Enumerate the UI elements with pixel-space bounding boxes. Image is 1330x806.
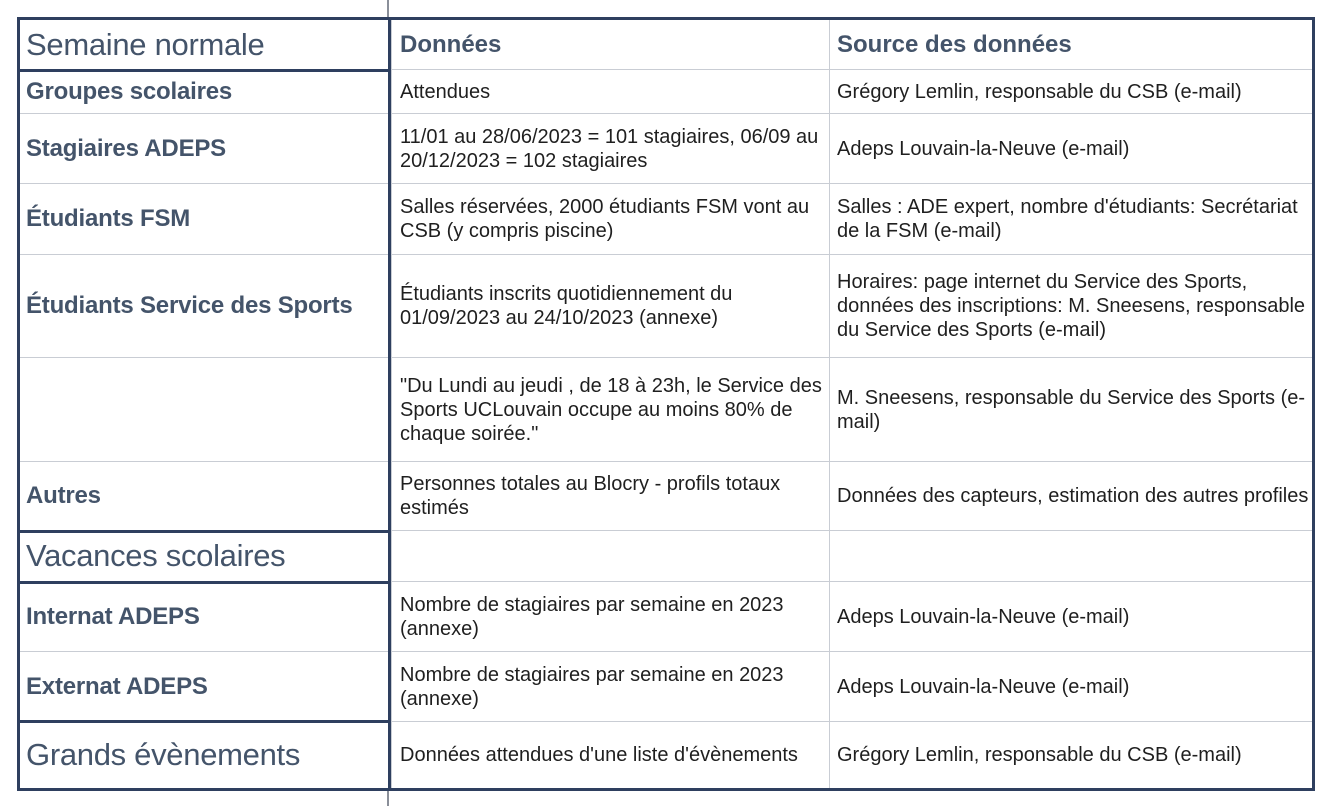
section-title-grands-evenements: Grands évènements [26, 737, 301, 772]
section-cell [20, 531, 388, 581]
category-cell [20, 255, 388, 357]
source-text: M. Sneesens, responsable du Service des Sports (e-mail) [837, 386, 1306, 433]
data-cell [391, 184, 829, 254]
source-cell [829, 722, 1315, 788]
source-cell [829, 531, 1315, 581]
source-text: Données des capteurs, estimation des autres profiles [837, 485, 1309, 507]
section-divider [20, 581, 391, 584]
category-cell [20, 652, 388, 721]
section-title-vacances-scolaires: Vacances scolaires [26, 538, 286, 573]
category-cell [20, 462, 388, 530]
source-text: Adeps Louvain-la-Neuve (e-mail) [837, 675, 1130, 698]
data-text: 11/01 au 28/06/2023 = 101 stagiaires, 06/09 au 20/12/2023 = 102 stagiaires [400, 125, 819, 172]
category-label: Autres [26, 482, 101, 509]
header-section-cell [20, 20, 388, 69]
source-cell [829, 114, 1315, 183]
header-data-cell [391, 20, 829, 69]
section-cell [20, 722, 388, 788]
data-cell [391, 722, 829, 788]
data-text: Nombre de stagiaires par semaine en 2023 (annexe) [400, 593, 784, 640]
source-cell [829, 184, 1315, 254]
source-text: Horaires: page internet du Service des Sports, données des inscriptions: M. Sneesens, responsable du Service des Sports (e-mail) [837, 271, 1306, 341]
category-label: Groupes scolaires [26, 77, 233, 105]
column-header-source: Source des données [837, 30, 1072, 58]
table-row [20, 255, 1312, 358]
data-cell [391, 255, 829, 357]
source-cell [829, 462, 1315, 530]
data-text: Données attendues d'une liste d'évènements [400, 744, 798, 766]
source-text: Salles : ADE expert, nombre d'étudiants: Secrétariat de la FSM (e-mail) [837, 196, 1298, 242]
column-header-donnees: Données [400, 30, 502, 58]
category-cell [20, 582, 388, 651]
data-cell [391, 462, 829, 530]
data-cell [391, 358, 829, 461]
data-cell [391, 114, 829, 183]
table-row [20, 531, 1312, 582]
section-divider [20, 720, 391, 723]
category-label: Étudiants FSM [26, 205, 191, 232]
data-cell [391, 652, 829, 721]
category-label: Étudiants Service des Sports [26, 292, 353, 319]
source-cell [829, 70, 1315, 113]
category-label: Stagiaires ADEPS [26, 134, 226, 162]
data-cell [391, 531, 829, 581]
data-text: "Du Lundi au jeudi , de 18 à 23h, le Service des Sports UCLouvain occupe au moins 80% de chaque soirée." [400, 374, 822, 445]
table-row [20, 652, 1312, 722]
category-label: Externat ADEPS [26, 672, 208, 700]
data-text: Attendues [400, 80, 491, 103]
category-cell [20, 70, 388, 113]
source-text: Adeps Louvain-la-Neuve (e-mail) [837, 605, 1130, 628]
table-row [20, 114, 1312, 184]
data-cell [391, 582, 829, 651]
table-row [20, 722, 1312, 788]
table-row [20, 70, 1312, 114]
section-divider [20, 69, 391, 72]
category-cell [20, 184, 388, 254]
section-divider [20, 530, 391, 533]
table-row [20, 358, 1312, 462]
header-source-cell [829, 20, 1315, 69]
category-label: Internat ADEPS [26, 602, 200, 630]
data-cell [391, 70, 829, 113]
table-row [20, 184, 1312, 255]
category-cell [20, 114, 388, 183]
source-text: Grégory Lemlin, responsable du CSB (e-mail) [837, 744, 1242, 766]
source-cell [829, 582, 1315, 651]
table-row [20, 462, 1312, 531]
source-cell [829, 255, 1315, 357]
section-title-semaine-normale: Semaine normale [26, 26, 265, 62]
data-text: Étudiants inscrits quotidiennement du 01/09/2023 au 24/10/2023 (annexe) [400, 283, 733, 329]
source-cell [829, 358, 1315, 461]
table-row [20, 582, 1312, 652]
data-sources-table [17, 17, 1315, 791]
source-text: Adeps Louvain-la-Neuve (e-mail) [837, 137, 1130, 160]
category-cell [20, 358, 388, 461]
table-header-row [20, 20, 1312, 70]
data-text: Salles réservées, 2000 étudiants FSM vont au CSB (y compris piscine) [400, 196, 810, 242]
data-text: Nombre de stagiaires par semaine en 2023 (annexe) [400, 663, 784, 710]
source-text: Grégory Lemlin, responsable du CSB (e-mail) [837, 80, 1242, 103]
data-text: Personnes totales au Blocry - profils totaux estimés [400, 473, 781, 519]
source-cell [829, 652, 1315, 721]
